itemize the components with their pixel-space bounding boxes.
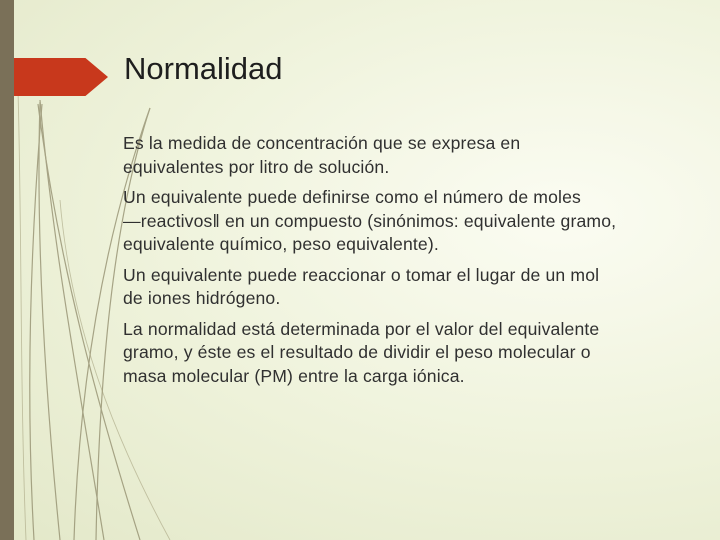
- slide-body: [123, 132, 685, 395]
- text-line: equivalente químico, peso equivalente).: [123, 234, 439, 254]
- paragraph: [123, 186, 685, 257]
- decor-curve: [39, 102, 60, 540]
- decor-curve: [40, 100, 104, 540]
- text-line: masa molecular (PM) entre la carga iónica.: [123, 365, 465, 386]
- text-line: equivalentes por litro de solución.: [123, 156, 390, 177]
- text-line: Un equivalente puede reaccionar o tomar el lugar de un mol: [123, 264, 600, 285]
- decor-curve: [18, 90, 26, 540]
- text-line: de iones hidrógeno.: [123, 288, 281, 308]
- text-line: gramo, y éste es el resultado de dividir el peso molecular o: [123, 342, 591, 362]
- paragraph: [123, 132, 685, 179]
- slide-title: Normalidad: [124, 51, 283, 86]
- text-line: La normalidad está determinada por el valor del equivalente: [123, 318, 600, 339]
- text-line: Un equivalente puede definirse como el número de moles: [123, 187, 581, 207]
- text-line: ―reactivosǁ en un compuesto (sinónimos: equivalente gramo,: [123, 210, 617, 231]
- text-line: Es la medida de concentración que se expresa en: [123, 133, 521, 153]
- paragraph: [123, 318, 685, 389]
- paragraph: [123, 264, 685, 311]
- decor-curve: [30, 104, 42, 540]
